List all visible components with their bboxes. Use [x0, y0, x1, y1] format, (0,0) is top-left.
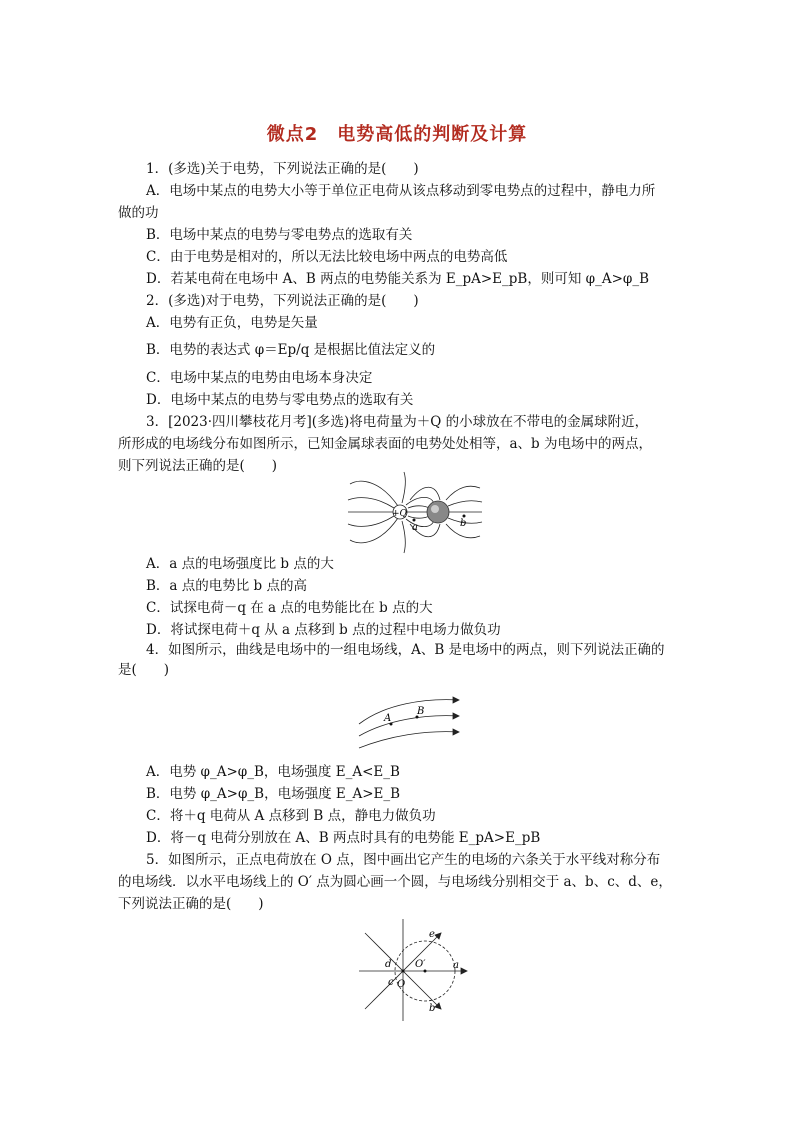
- q3-field-line: [448, 501, 482, 506]
- q4-stem-2: 是( ): [118, 662, 170, 678]
- page-title: 微点2 电势高低的判断及计算: [266, 124, 528, 145]
- q1-option-a: A．电场中某点的电势大小等于单位正电荷从该点移动到零电势点的过程中，静电力所: [146, 183, 656, 199]
- q3-option-b: B．a 点的电势比 b 点的高: [146, 578, 307, 594]
- q4-arrow: [453, 697, 459, 703]
- q5-stem-1: 5．如图所示，正点电荷放在 O 点，图中画出它产生的电场的六条关于水平线对称分布: [146, 852, 661, 868]
- q3-field-line: [348, 516, 394, 526]
- q2-option-c: C．电场中某点的电势由电场本身决定: [146, 370, 373, 386]
- q4-option-a: A．电势 φ_A>φ_B，电场强度 E_A<E_B: [146, 764, 400, 780]
- q4-option-d: D．将－q 电荷分别放在 A、B 两点时具有的电势能 E_pA>E_pB: [146, 830, 541, 846]
- q3-field-line: [348, 498, 394, 508]
- q3-field-line: [402, 521, 405, 553]
- q3-field-line: [350, 518, 398, 543]
- q4-arrow: [453, 729, 459, 735]
- q3-field-line: [406, 519, 434, 527]
- q4-point-B-label: B: [417, 706, 425, 717]
- q5-field-figure: [355, 915, 470, 1025]
- q4-field-line: [359, 716, 459, 736]
- q3-stem-3: 则下列说法正确的是( ): [118, 458, 278, 474]
- q3-option-d: D．将试探电荷＋q 从 a 点移到 b 点的过程中电场力做负功: [146, 622, 501, 638]
- q5-point-b-label: b: [429, 1003, 436, 1014]
- q3-field-figure: [340, 470, 490, 555]
- q2-stem: 2．(多选)对于电势，下列说法正确的是( ): [146, 293, 419, 309]
- q3-field-line: [350, 481, 398, 506]
- q3-charge-label: +Q: [392, 509, 407, 519]
- q3-point-b-label: b: [460, 518, 467, 529]
- q4-stem-1: 4．如图所示，曲线是电场中的一组电场线，A、B 是电场中的两点，则下列说法正确的: [146, 642, 665, 658]
- q3-option-c: C．试探电荷－q 在 a 点的电势能比在 b 点的大: [146, 600, 433, 616]
- q4-point-A-label: A: [384, 713, 392, 724]
- q3-field-line: [446, 486, 480, 500]
- q4-field-line: [359, 700, 459, 724]
- q1-option-d: D．若某电荷在电场中 A、B 两点的电势能关系为 E_pA>E_pB，则可知 φ_A>φ_B: [146, 271, 650, 287]
- q1-stem: 1．(多选)关于电势，下列说法正确的是( ): [146, 161, 419, 177]
- q4-arrow: [453, 713, 459, 719]
- q3-option-a: A．a 点的电场强度比 b 点的大: [146, 556, 334, 572]
- q2-option-d: D．电场中某点的电势与零电势点的选取有关: [146, 392, 414, 408]
- q3-stem-2: 所形成的电场线分布如图所示，已知金属球表面的电势处处相等，a、b 为电场中的两点，: [118, 436, 652, 452]
- q1-option-a-cont: 做的功: [118, 205, 159, 221]
- q5-arrow: [461, 968, 467, 974]
- q3-metal-sphere: [427, 501, 449, 523]
- q5-stem-2: 的电场线．以水平电场线上的 O′ 点为圆心画一个圆，与电场线分别相交于 a、b、c、d、e，: [118, 874, 672, 890]
- q4-field-line: [359, 732, 459, 748]
- q3-sphere-highlight: [431, 505, 439, 513]
- q3-stem-1: 3．[2023·四川攀枝花月考](多选)将电荷量为＋Q 的小球放在不带电的金属球附近，: [146, 414, 649, 430]
- q5-point-a-label: a: [453, 960, 459, 971]
- q1-option-b: B．电场中某点的电势与零电势点的选取有关: [146, 227, 413, 243]
- q3-field-line: [410, 487, 440, 500]
- q2-option-a: A．电势有正负，电势是矢量: [146, 315, 318, 331]
- q5-stem-3: 下列说法正确的是( ): [118, 896, 264, 912]
- q3-field-line: [402, 472, 405, 503]
- q4-field-figure: [355, 690, 465, 750]
- q5-point-c-label: c: [388, 977, 394, 988]
- q2-option-b: B．电势的表达式 φ＝Ep/q 是根据比值法定义的: [146, 342, 436, 358]
- q5-point-O-label: O: [397, 979, 406, 990]
- q3-field-line: [406, 497, 434, 505]
- q5-point-d-label: d: [385, 959, 392, 970]
- q4-option-b: B．电势 φ_A>φ_B，电场强度 E_A>E_B: [146, 786, 401, 802]
- q4-option-c: C．将＋q 电荷从 A 点移到 B 点，静电力做负功: [146, 808, 436, 824]
- q3-point-a-label: a: [412, 522, 418, 533]
- q5-point-e-label: e: [429, 929, 435, 940]
- q1-option-c: C．由于电势是相对的，所以无法比较电场中两点的电势高低: [146, 249, 508, 265]
- q5-point-Oprime-label: O′: [415, 959, 426, 970]
